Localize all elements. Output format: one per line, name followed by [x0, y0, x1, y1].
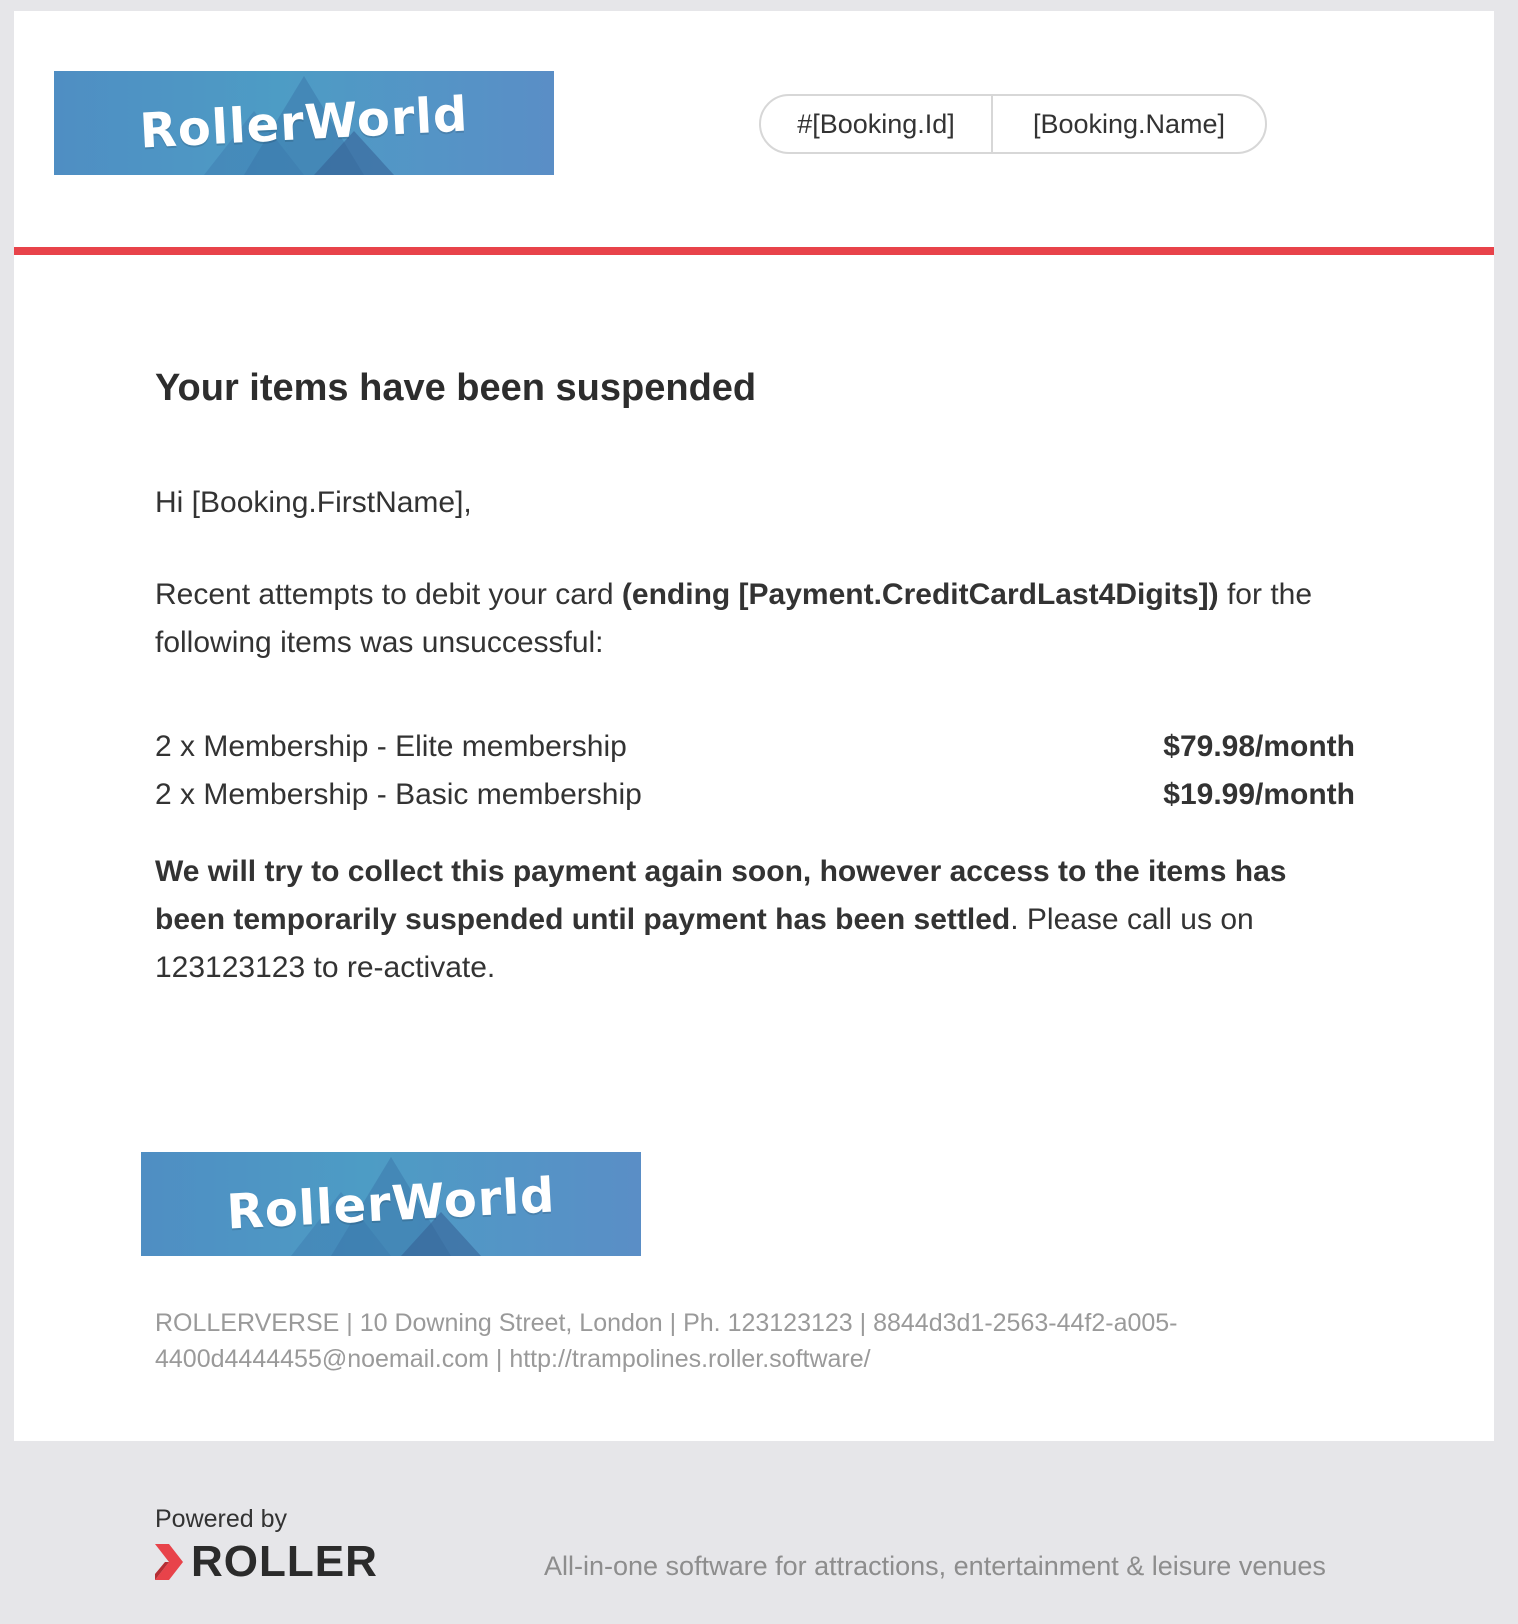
- list-item: [155, 771, 1355, 819]
- item-price: $79.98/month: [1163, 730, 1355, 763]
- roller-wordmark: ROLLER: [191, 1537, 378, 1586]
- booking-id: #[Booking.Id]: [761, 96, 993, 152]
- page-title: Your items have been suspended: [155, 367, 757, 409]
- item-name: 2 x Membership - Elite membership: [155, 730, 627, 763]
- roller-logo[interactable]: [155, 1537, 378, 1587]
- item-name: 2 x Membership - Basic membership: [155, 778, 642, 811]
- venue-logo: RollerWorld: [141, 1152, 641, 1256]
- suspended-items-list: [155, 723, 1355, 819]
- rollerworld-logo: RollerWorld: [54, 71, 554, 175]
- email-footer: [14, 1441, 1494, 1624]
- header-divider: [14, 247, 1494, 255]
- venue-address: ROLLERVERSE | 10 Downing Street, London | Ph. 123123123 | 8844d3d1-2563-44f2-a005-4400d4444455@noemail.com | http://trampolines.roller.software/: [155, 1309, 1178, 1373]
- booking-pill: [759, 94, 1267, 154]
- list-item: [155, 723, 1355, 771]
- roller-tagline: All-in-one software for attractions, entertainment & leisure venues: [544, 1551, 1326, 1581]
- powered-by-label: Powered by: [155, 1505, 288, 1533]
- failure-message: Recent attempts to debit your card (ending [Payment.CreditCardLast4Digits]) for the following items was unsuccessful:: [155, 578, 1313, 659]
- card-ending: (ending [Payment.CreditCardLast4Digits]): [621, 578, 1219, 611]
- item-price: $19.99/month: [1163, 778, 1355, 811]
- roller-chevron-icon: [155, 1544, 185, 1580]
- greeting: Hi [Booking.FirstName],: [155, 486, 472, 519]
- suspension-notice: We will try to collect this payment again soon, however access to the items has been temporarily suspended until payment has been settled. Please call us on 123123123 to re-activate.: [155, 855, 1287, 984]
- email-header: [14, 11, 1494, 251]
- booking-name: [Booking.Name]: [1032, 108, 1226, 139]
